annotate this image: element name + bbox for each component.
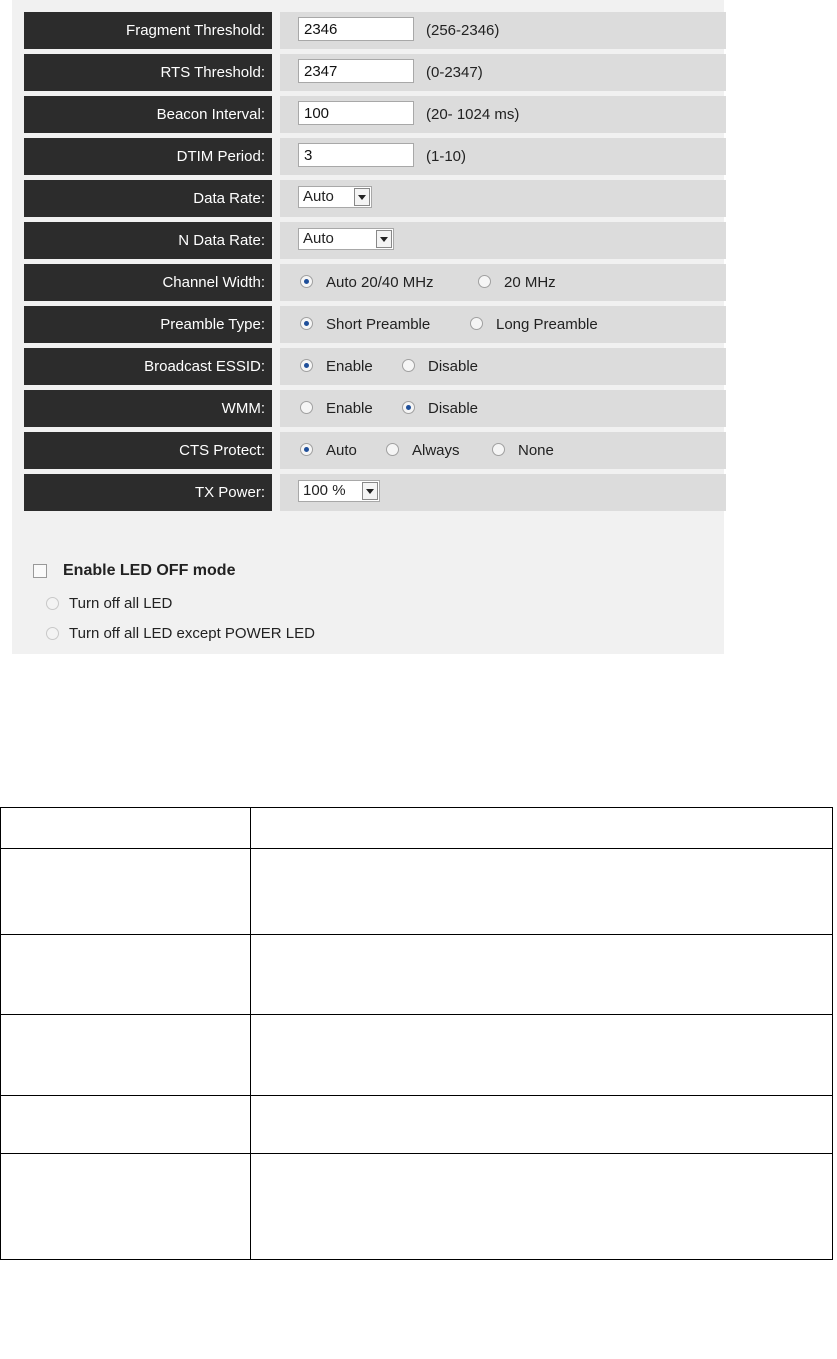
cts-protect-option-auto: Auto	[326, 442, 357, 459]
data-rate-label: Data Rate:	[24, 180, 272, 217]
wmm-row	[24, 390, 714, 427]
fragment-threshold-row	[24, 12, 714, 49]
dtim-period-row	[24, 138, 714, 175]
cts-protect-field-area	[280, 432, 726, 469]
wmm-radio-disable[interactable]	[402, 401, 415, 414]
tx-power-row	[24, 474, 714, 511]
led-turn-off-all-label: Turn off all LED	[69, 595, 173, 612]
table-row	[1, 1015, 833, 1096]
broadcast-essid-label: Broadcast ESSID:	[24, 348, 272, 385]
cts-protect-radio-auto[interactable]	[300, 443, 313, 456]
wmm-label: WMM:	[24, 390, 272, 427]
beacon-interval-input[interactable]	[298, 101, 414, 125]
data-rate-row	[24, 180, 714, 217]
table-cell	[1, 849, 251, 935]
table-row	[1, 1096, 833, 1154]
dtim-period-input[interactable]	[298, 143, 414, 167]
broadcast-essid-row	[24, 348, 714, 385]
beacon-interval-label: Beacon Interval:	[24, 96, 272, 133]
settings-description-table	[0, 807, 833, 1260]
table-cell	[1, 935, 251, 1015]
broadcast-essid-option-enable: Enable	[326, 358, 373, 375]
advanced-wireless-settings-panel	[12, 0, 724, 654]
table-cell	[1, 1096, 251, 1154]
rts-threshold-row	[24, 54, 714, 91]
broadcast-essid-option-disable: Disable	[428, 358, 479, 375]
table-cell	[1, 1015, 251, 1096]
beacon-interval-row	[24, 96, 714, 133]
chevron-down-icon[interactable]	[362, 482, 378, 500]
cts-protect-label: CTS Protect:	[24, 432, 272, 469]
tx-power-field-area	[280, 474, 726, 511]
preamble-type-radio-short[interactable]	[300, 317, 313, 330]
table-cell	[251, 849, 833, 935]
cts-protect-option-always: Always	[412, 442, 460, 459]
n-data-rate-select[interactable]	[298, 228, 394, 250]
table-row	[1, 935, 833, 1015]
n-data-rate-row	[24, 222, 714, 259]
cts-protect-radio-always[interactable]	[386, 443, 399, 456]
table-cell	[1, 1154, 251, 1260]
tx-power-selected-value: 100 %	[303, 482, 346, 499]
fragment-threshold-range: (256-2346)	[426, 22, 500, 39]
led-off-mode-checkbox[interactable]	[33, 564, 47, 578]
preamble-type-row	[24, 306, 714, 343]
table-cell	[251, 1015, 833, 1096]
wmm-option-disable: Disable	[428, 400, 479, 417]
led-turn-off-except-power-radio[interactable]	[46, 627, 59, 640]
cts-protect-radio-none[interactable]	[492, 443, 505, 456]
led-off-mode-title: Enable LED OFF mode	[63, 562, 236, 579]
wmm-field-area	[280, 390, 726, 427]
rts-threshold-field-area	[280, 54, 726, 91]
channel-width-label: Channel Width:	[24, 264, 272, 301]
channel-width-radio-20mhz[interactable]	[478, 275, 491, 288]
tx-power-select[interactable]	[298, 480, 380, 502]
dtim-period-range: (1-10)	[426, 148, 467, 165]
channel-width-option-20mhz: 20 MHz	[504, 274, 556, 291]
data-rate-selected-value: Auto	[303, 188, 334, 205]
channel-width-row	[24, 264, 714, 301]
n-data-rate-field-area	[280, 222, 726, 259]
table-cell	[251, 935, 833, 1015]
data-rate-select[interactable]	[298, 186, 372, 208]
rts-threshold-input[interactable]	[298, 59, 414, 83]
n-data-rate-label: N Data Rate:	[24, 222, 272, 259]
preamble-type-radio-long[interactable]	[470, 317, 483, 330]
chevron-down-icon[interactable]	[354, 188, 370, 206]
fragment-threshold-input[interactable]	[298, 17, 414, 41]
table-row	[1, 1154, 833, 1260]
preamble-type-label: Preamble Type:	[24, 306, 272, 343]
table-cell	[251, 1096, 833, 1154]
data-rate-field-area	[280, 180, 726, 217]
fragment-threshold-label: Fragment Threshold:	[24, 12, 272, 49]
led-turn-off-all-radio[interactable]	[46, 597, 59, 610]
led-turn-off-except-power-label: Turn off all LED except POWER LED	[69, 625, 315, 642]
table-cell	[251, 1154, 833, 1260]
beacon-interval-range: (20- 1024 ms)	[426, 106, 520, 123]
channel-width-field-area	[280, 264, 726, 301]
table-row	[1, 849, 833, 935]
rts-threshold-label: RTS Threshold:	[24, 54, 272, 91]
table-cell	[251, 808, 833, 849]
broadcast-essid-field-area	[280, 348, 726, 385]
broadcast-essid-radio-disable[interactable]	[402, 359, 415, 372]
channel-width-radio-auto[interactable]	[300, 275, 313, 288]
wmm-radio-enable[interactable]	[300, 401, 313, 414]
dtim-period-label: DTIM Period:	[24, 138, 272, 175]
cts-protect-option-none: None	[518, 442, 554, 459]
cts-protect-row	[24, 432, 714, 469]
beacon-interval-field-area	[280, 96, 726, 133]
dtim-period-field-area	[280, 138, 726, 175]
channel-width-option-auto: Auto 20/40 MHz	[326, 274, 434, 291]
broadcast-essid-radio-enable[interactable]	[300, 359, 313, 372]
table-header-row	[1, 808, 833, 849]
preamble-type-option-short: Short Preamble	[326, 316, 431, 333]
tx-power-label: TX Power:	[24, 474, 272, 511]
n-data-rate-selected-value: Auto	[303, 230, 334, 247]
fragment-threshold-field-area	[280, 12, 726, 49]
rts-threshold-range: (0-2347)	[426, 64, 483, 81]
wmm-option-enable: Enable	[326, 400, 373, 417]
table-cell	[1, 808, 251, 849]
preamble-type-field-area	[280, 306, 726, 343]
preamble-type-option-long: Long Preamble	[496, 316, 598, 333]
chevron-down-icon[interactable]	[376, 230, 392, 248]
